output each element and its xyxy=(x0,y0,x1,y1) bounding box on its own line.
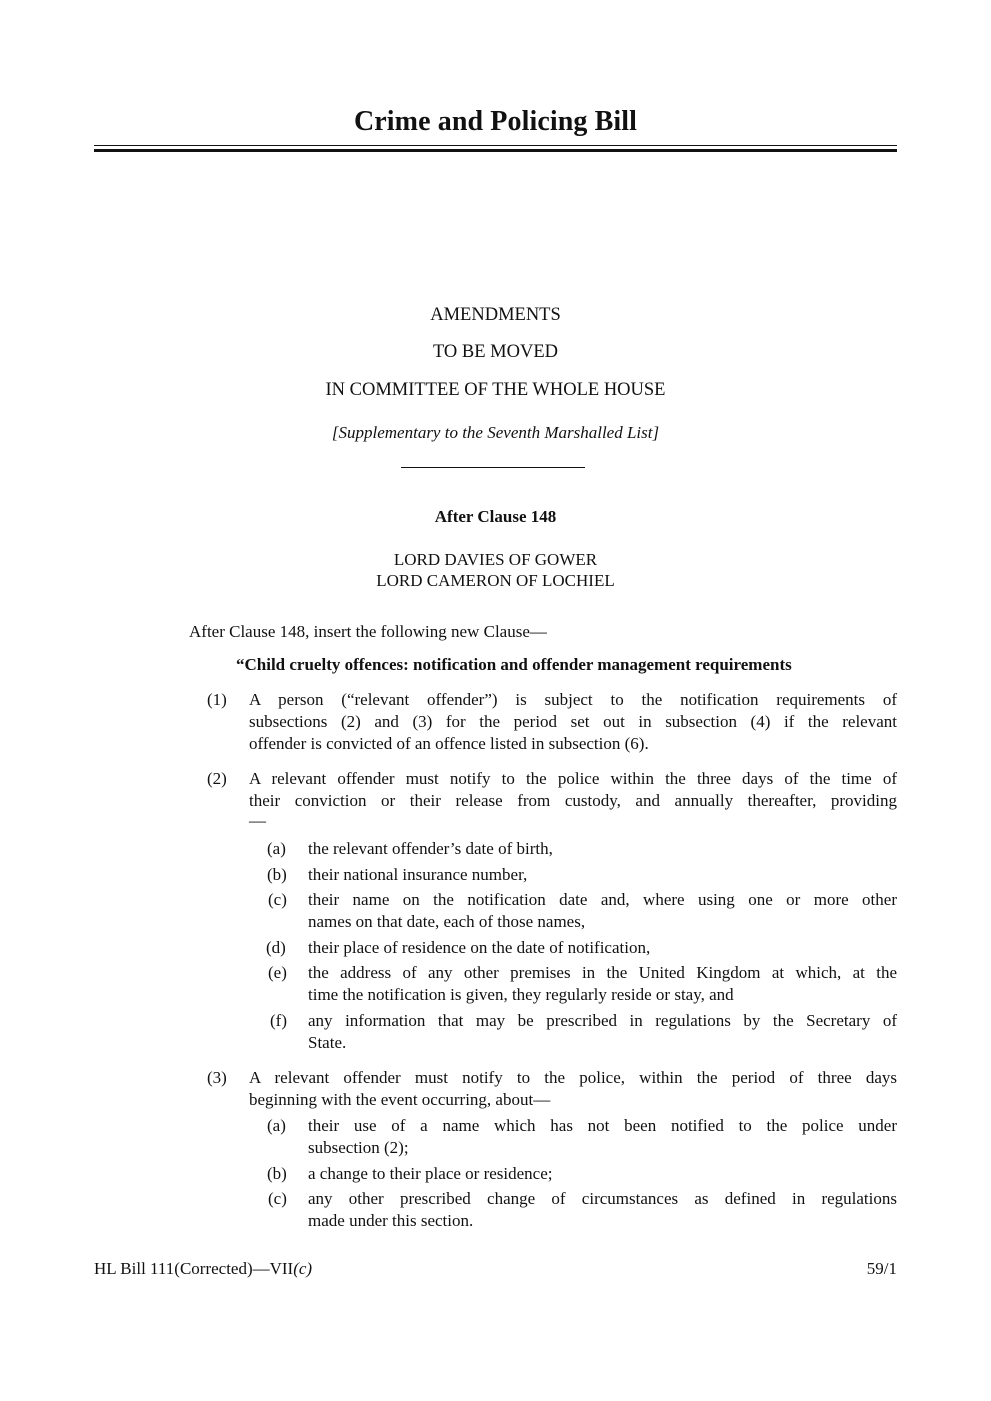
subsection-line: subsections (2) and (3) for the period set out in subsection (4) if the relevant xyxy=(249,712,897,731)
bill-reference xyxy=(94,1259,312,1279)
item-line: their place of residence on the date of notification, xyxy=(308,938,651,957)
preamble-note: [Supplementary to the Seventh Marshalled List] xyxy=(331,423,660,442)
amendment-instruction: After Clause 148, insert the following new Clause— xyxy=(189,622,547,641)
item-number: (b) xyxy=(267,865,287,884)
subsection-line: A relevant offender must notify to the police within the three days of the time of xyxy=(249,769,897,788)
title-rule-thin xyxy=(94,145,897,146)
item-line: their national insurance number, xyxy=(308,865,528,884)
subsection-line: their conviction or their release from custody, and annually thereafter, providing xyxy=(249,791,897,810)
item-number: (a) xyxy=(267,1116,286,1135)
preamble-line-1: AMENDMENTS xyxy=(430,305,561,325)
subsection-number: (1) xyxy=(207,690,227,709)
amendment-heading: After Clause 148 xyxy=(434,507,557,526)
item-line: subsection (2); xyxy=(308,1138,409,1157)
item-line: names on that date, each of those names, xyxy=(308,912,586,931)
item-line: their use of a name which has not been notified to the police under xyxy=(308,1116,897,1135)
item-number: (b) xyxy=(267,1164,287,1183)
item-line: any other prescribed change of circumstances as defined in regulations xyxy=(308,1189,897,1208)
page-number: 59/1 xyxy=(866,1259,897,1278)
title-rule-thick xyxy=(94,149,897,152)
item-number: (f) xyxy=(270,1011,287,1030)
subsection-line: — xyxy=(249,811,266,830)
section-divider xyxy=(401,467,585,468)
preamble-line-3: IN COMMITTEE OF THE WHOLE HOUSE xyxy=(325,380,666,400)
bill-reference-text: HL Bill 111(Corrected)—VII xyxy=(94,1259,294,1278)
bill-title: Crime and Policing Bill xyxy=(353,106,638,137)
item-line: made under this section. xyxy=(308,1211,474,1230)
item-number: (a) xyxy=(267,839,286,858)
subsection-line: beginning with the event occurring, about— xyxy=(249,1090,551,1109)
item-number: (e) xyxy=(268,963,287,982)
item-number: (c) xyxy=(268,890,287,909)
sponsor-2: LORD CAMERON OF LOCHIEL xyxy=(376,571,615,590)
subsection-line: offender is convicted of an offence listed in subsection (6). xyxy=(249,734,649,753)
subsection-line: A relevant offender must notify to the police, within the period of three days xyxy=(249,1068,897,1087)
bill-reference-suffix: (c) xyxy=(293,1259,313,1278)
item-line: the relevant offender’s date of birth, xyxy=(308,839,553,858)
subsection-number: (3) xyxy=(207,1068,227,1087)
preamble-line-2: TO BE MOVED xyxy=(432,342,559,362)
item-line: their name on the notification date and, where using one or more other xyxy=(308,890,897,909)
item-line: time the notification is given, they regularly reside or stay, and xyxy=(308,985,734,1004)
item-line: State. xyxy=(308,1033,347,1052)
item-line: the address of any other premises in the United Kingdom at which, at the xyxy=(308,963,897,982)
item-number: (d) xyxy=(266,938,286,957)
item-number: (c) xyxy=(268,1189,287,1208)
clause-title: “Child cruelty offences: notification and offender management requirements xyxy=(236,655,792,674)
subsection-line: A person (“relevant offender”) is subject to the notification requirements of xyxy=(249,690,897,709)
subsection-number: (2) xyxy=(207,769,227,788)
item-line: a change to their place or residence; xyxy=(308,1164,553,1183)
item-line: any information that may be prescribed in regulations by the Secretary of xyxy=(308,1011,897,1030)
sponsor-1: LORD DAVIES OF GOWER xyxy=(393,550,598,569)
